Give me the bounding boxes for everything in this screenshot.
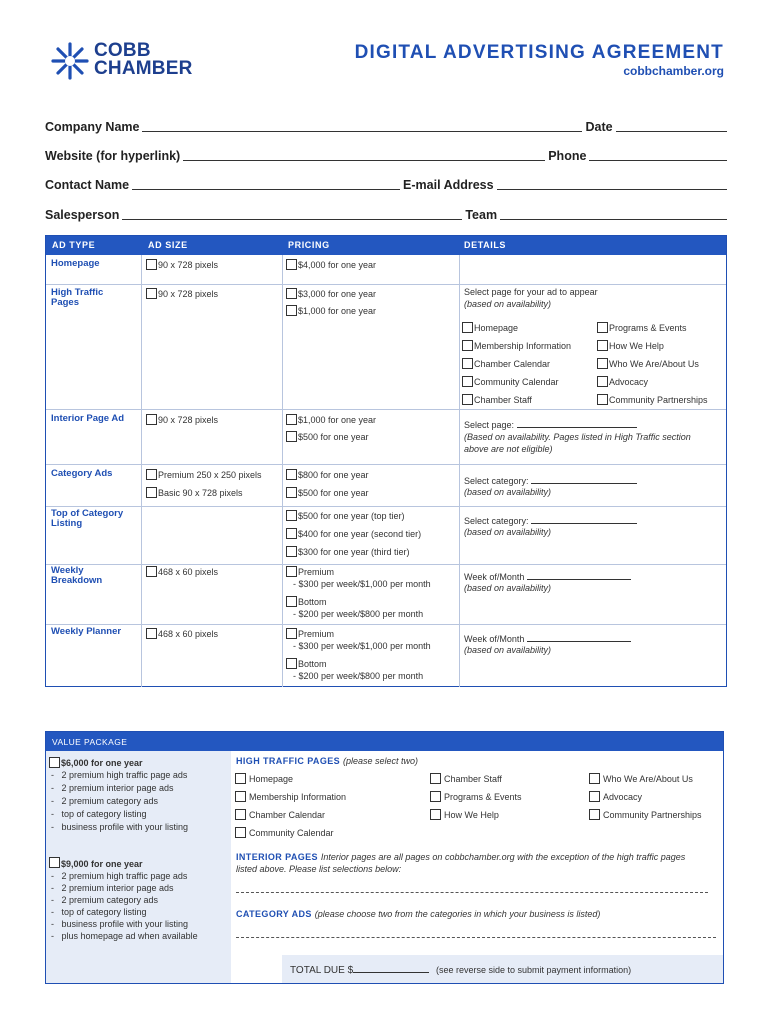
vp-page-checkbox[interactable]	[589, 773, 600, 784]
top-category-price1-checkbox[interactable]	[286, 510, 297, 521]
package-item-text: 2 premium interior page ads	[61, 883, 174, 893]
vp-page-option: Membership Information	[249, 792, 347, 802]
high-traffic-pages-heading	[236, 756, 418, 766]
interior-detail	[464, 419, 637, 431]
high-traffic-size-checkbox[interactable]	[146, 288, 157, 299]
table-header	[46, 236, 726, 255]
document-url: cobbchamber.org	[623, 64, 724, 78]
package-item-text: plus homepage ad when available	[61, 931, 198, 941]
logo-line-1: COBB	[94, 40, 151, 61]
row-label-homepage: Homepage	[51, 258, 100, 269]
website-label: Website (for hyperlink)	[45, 149, 181, 163]
interior-detail-note2: above are not eligible)	[464, 444, 553, 454]
row-label-weekly-planner: Weekly Planner	[51, 626, 122, 637]
category-detail-note: (based on availability)	[464, 487, 552, 497]
category-ads-title: CATEGORY ADS	[236, 909, 312, 919]
team-label: Team	[465, 208, 498, 222]
weekly-planner-field[interactable]	[527, 633, 631, 642]
vp-page-checkbox[interactable]	[589, 791, 600, 802]
page-option: Community Partnerships	[609, 395, 708, 405]
high-traffic-pages-note: (please select two)	[342, 756, 418, 766]
value-package-section	[45, 731, 724, 984]
weekly-planner-detail	[464, 633, 631, 645]
top-category-detail-label: Select category:	[464, 516, 529, 526]
page-checkbox-who-we-are[interactable]	[597, 358, 608, 369]
weekly-planner-premium: Premium	[298, 629, 335, 639]
page-option: Homepage	[474, 323, 519, 333]
page-checkbox-chamber-staff[interactable]	[462, 394, 473, 405]
interior-pages-heading	[236, 852, 685, 862]
column-divider	[141, 255, 142, 687]
weekly-planner-premium-checkbox[interactable]	[286, 628, 297, 639]
top-category-price2: $400 for one year (second tier)	[298, 529, 422, 539]
column-divider	[282, 255, 283, 687]
interior-pages-note1: Interior pages are all pages on cobbchamber.org with the exception of the high traffic pages	[320, 852, 686, 862]
interior-price2-checkbox[interactable]	[286, 431, 297, 442]
ad-pricing-table	[45, 235, 727, 687]
package-item: - 2 premium interior page ads	[51, 883, 174, 893]
interior-pages-field[interactable]	[236, 892, 708, 893]
page-checkbox-how-we-help[interactable]	[597, 340, 608, 351]
row-label-category: Category Ads	[51, 468, 113, 479]
interior-size: 90 x 728 pixels	[158, 415, 219, 425]
weekly-breakdown-size-checkbox[interactable]	[146, 566, 157, 577]
value-package-title: VALUE PACKAGE	[52, 737, 128, 747]
interior-detail-note1: (Based on availability. Pages listed in High Traffic section	[464, 432, 691, 442]
vp-page-option: Homepage	[249, 774, 294, 784]
header-details: DETAILS	[464, 240, 507, 250]
row-divider	[46, 624, 726, 625]
package-item: - 2 premium high traffic page ads	[51, 871, 188, 881]
page-checkbox-chamber-calendar[interactable]	[462, 358, 473, 369]
high-traffic-price1: $3,000 for one year	[298, 289, 377, 299]
row-label-interior: Interior Page Ad	[51, 413, 125, 424]
logo-wordmark	[94, 42, 193, 78]
form-row-salesperson	[45, 204, 727, 222]
package-item: - 2 premium category ads	[51, 895, 159, 905]
page-option: Chamber Calendar	[474, 359, 551, 369]
package-item: - 2 premium high traffic page ads	[51, 770, 188, 780]
package-item-text: business profile with your listing	[61, 919, 189, 929]
weekly-breakdown-detail-label: Week of/Month	[464, 572, 525, 582]
package-item-text: top of category listing	[61, 907, 147, 917]
top-category-price3: $300 for one year (third tier)	[298, 547, 410, 557]
header-pricing: PRICING	[288, 240, 330, 250]
high-traffic-detail-note: (based on availability)	[464, 299, 552, 309]
weekly-planner-premium-price: - $300 per week/$1,000 per month	[293, 641, 431, 651]
category-price1: $800 for one year	[298, 470, 369, 480]
company-name-label: Company Name	[45, 120, 140, 134]
category-detail-label: Select category:	[464, 476, 529, 486]
salesperson-field[interactable]	[122, 208, 462, 220]
vp-page-checkbox[interactable]	[235, 809, 246, 820]
row-divider	[46, 564, 726, 565]
page-option: Membership Information	[474, 341, 572, 351]
category-size2-checkbox[interactable]	[146, 487, 157, 498]
package-9000-price: $9,000 for one year	[61, 859, 143, 869]
package-item: - plus homepage ad when available	[51, 931, 198, 941]
form-row-company	[45, 116, 727, 134]
category-size1-checkbox[interactable]	[146, 469, 157, 480]
homepage-size-checkbox[interactable]	[146, 259, 157, 270]
weekly-planner-detail-note: (based on availability)	[464, 645, 552, 655]
weekly-breakdown-detail-note: (based on availability)	[464, 583, 552, 593]
date-field[interactable]	[616, 120, 727, 132]
homepage-price: $4,000 for one year	[298, 260, 377, 270]
page-option: Chamber Staff	[474, 395, 532, 405]
page-checkbox-advocacy[interactable]	[597, 376, 608, 387]
page-checkbox-community-partnerships[interactable]	[597, 394, 608, 405]
interior-page-field[interactable]	[517, 419, 637, 428]
phone-field[interactable]	[589, 149, 727, 161]
vp-page-checkbox[interactable]	[430, 809, 441, 820]
interior-detail-label: Select page:	[464, 420, 515, 430]
package-item: - business profile with your listing	[51, 919, 189, 929]
category-ads-heading	[236, 909, 600, 919]
package-item-text: business profile with your listing	[61, 822, 189, 832]
weekly-planner-size: 468 x 60 pixels	[158, 629, 219, 639]
weekly-breakdown-size: 468 x 60 pixels	[158, 567, 219, 577]
page-checkbox-membership[interactable]	[462, 340, 473, 351]
category-price2: $500 for one year	[298, 488, 369, 498]
weekly-breakdown-premium-price: - $300 per week/$1,000 per month	[293, 579, 431, 589]
high-traffic-size: 90 x 728 pixels	[158, 289, 219, 299]
interior-price2: $500 for one year	[298, 432, 369, 442]
interior-price1: $1,000 for one year	[298, 415, 377, 425]
vp-page-option: How We Help	[444, 810, 499, 820]
homepage-size: 90 x 728 pixels	[158, 260, 219, 270]
vp-page-option: Chamber Staff	[444, 774, 502, 784]
document-title: DIGITAL ADVERTISING AGREEMENT	[354, 42, 724, 63]
row-divider	[46, 464, 726, 465]
top-category-price1: $500 for one year (top tier)	[298, 511, 405, 521]
weekly-breakdown-premium: Premium	[298, 567, 335, 577]
vp-page-option: Programs & Events	[444, 792, 522, 802]
interior-pages-note2: listed above. Please list selections below:	[236, 864, 402, 874]
top-category-price2-checkbox[interactable]	[286, 528, 297, 539]
interior-size-checkbox[interactable]	[146, 414, 157, 425]
package-item: - top of category listing	[51, 907, 147, 917]
page-option: Who We Are/About Us	[609, 359, 699, 369]
row-label-high-traffic: High Traffic Pages	[51, 287, 104, 308]
category-price1-checkbox[interactable]	[286, 469, 297, 480]
vp-page-option: Advocacy	[603, 792, 643, 802]
row-divider	[46, 506, 726, 507]
interior-pages-title: INTERIOR PAGES	[236, 852, 318, 862]
total-due-note: (see reverse side to submit payment information)	[436, 965, 632, 975]
category-ads-note: (please choose two from the categories in which your business is listed)	[314, 909, 601, 919]
website-field[interactable]	[183, 149, 545, 161]
company-name-field[interactable]	[142, 120, 582, 132]
package-item-text: 2 premium high traffic page ads	[61, 871, 188, 881]
vp-page-option: Chamber Calendar	[249, 810, 326, 820]
package-6000-price: $6,000 for one year	[61, 758, 143, 768]
contact-name-field[interactable]	[132, 178, 400, 190]
phone-label: Phone	[548, 149, 587, 163]
homepage-price-checkbox[interactable]	[286, 259, 297, 270]
category-detail	[464, 475, 637, 487]
weekly-breakdown-bottom-checkbox[interactable]	[286, 596, 297, 607]
total-due	[290, 964, 429, 976]
vp-page-option: Who We Are/About Us	[603, 774, 693, 784]
category-size1: Premium 250 x 250 pixels	[158, 470, 262, 480]
logo-line-2: CHAMBER	[94, 58, 193, 79]
weekly-planner-bottom-checkbox[interactable]	[286, 658, 297, 669]
package-item-text: 2 premium category ads	[61, 796, 159, 806]
weekly-breakdown-detail	[464, 571, 631, 583]
chamber-logo	[50, 40, 90, 82]
team-field[interactable]	[500, 208, 727, 220]
page-option: Programs & Events	[609, 323, 687, 333]
high-traffic-price2-checkbox[interactable]	[286, 305, 297, 316]
vp-page-checkbox[interactable]	[589, 809, 600, 820]
page-option: Advocacy	[609, 377, 649, 387]
vp-page-checkbox[interactable]	[235, 827, 246, 838]
form-row-website	[45, 145, 727, 163]
top-category-price3-checkbox[interactable]	[286, 546, 297, 557]
weekly-breakdown-bottom-price: - $200 per week/$800 per month	[293, 609, 424, 619]
vp-page-checkbox[interactable]	[430, 791, 441, 802]
package-6000-checkbox[interactable]	[49, 757, 60, 768]
package-item-text: 2 premium high traffic page ads	[61, 770, 188, 780]
row-label-weekly-breakdown: Weekly Breakdown	[51, 565, 103, 586]
vp-page-checkbox[interactable]	[235, 773, 246, 784]
category-field[interactable]	[531, 475, 637, 484]
salesperson-label: Salesperson	[45, 208, 120, 222]
interior-price1-checkbox[interactable]	[286, 414, 297, 425]
package-item: - 2 premium interior page ads	[51, 783, 174, 793]
page-checkbox-programs[interactable]	[597, 322, 608, 333]
header-ad-type: AD TYPE	[52, 240, 96, 250]
category-ads-field[interactable]	[236, 937, 716, 938]
package-item-text: top of category listing	[61, 809, 147, 819]
page-checkbox-homepage[interactable]	[462, 322, 473, 333]
weekly-planner-size-checkbox[interactable]	[146, 628, 157, 639]
package-item: - 2 premium category ads	[51, 796, 159, 806]
top-category-detail	[464, 515, 637, 527]
email-label: E-mail Address	[403, 178, 494, 192]
package-9000-checkbox[interactable]	[49, 857, 60, 868]
weekly-planner-bottom-price: - $200 per week/$800 per month	[293, 671, 424, 681]
contact-name-label: Contact Name	[45, 178, 130, 192]
header-ad-size: AD SIZE	[148, 240, 188, 250]
package-item: - business profile with your listing	[51, 822, 189, 832]
page-option: Community Calendar	[474, 377, 559, 387]
total-due-box	[282, 955, 723, 983]
row-label-top-category: Top of Category Listing	[51, 508, 124, 529]
weekly-breakdown-field[interactable]	[527, 571, 631, 580]
total-due-field[interactable]	[353, 964, 429, 973]
package-item: - top of category listing	[51, 809, 147, 819]
weekly-planner-bottom: Bottom	[298, 659, 327, 669]
package-item-text: 2 premium interior page ads	[61, 783, 174, 793]
top-category-field[interactable]	[531, 515, 637, 524]
date-label: Date	[585, 120, 613, 134]
page-option: How We Help	[609, 341, 664, 351]
weekly-breakdown-bottom: Bottom	[298, 597, 327, 607]
package-item-text: 2 premium category ads	[61, 895, 159, 905]
weekly-planner-detail-label: Week of/Month	[464, 634, 525, 644]
high-traffic-detail: Select page for your ad to appear	[464, 287, 598, 297]
vp-page-option: Community Partnerships	[603, 810, 702, 820]
high-traffic-pages-title: HIGH TRAFFIC PAGES	[236, 756, 341, 766]
vp-page-checkbox[interactable]	[430, 773, 441, 784]
page-checkbox-community-calendar[interactable]	[462, 376, 473, 387]
value-package-header	[46, 732, 723, 751]
email-field[interactable]	[497, 178, 727, 190]
category-price2-checkbox[interactable]	[286, 487, 297, 498]
high-traffic-price2: $1,000 for one year	[298, 306, 377, 316]
vp-page-checkbox[interactable]	[235, 791, 246, 802]
category-size2: Basic 90 x 728 pixels	[158, 488, 243, 498]
high-traffic-price1-checkbox[interactable]	[286, 288, 297, 299]
total-due-label: TOTAL DUE $	[290, 965, 354, 976]
column-divider	[459, 255, 460, 687]
top-category-detail-note: (based on availability)	[464, 527, 552, 537]
row-divider	[46, 284, 726, 285]
vp-page-option: Community Calendar	[249, 828, 334, 838]
weekly-breakdown-premium-checkbox[interactable]	[286, 566, 297, 577]
row-divider	[46, 409, 726, 410]
form-row-contact	[45, 174, 727, 192]
